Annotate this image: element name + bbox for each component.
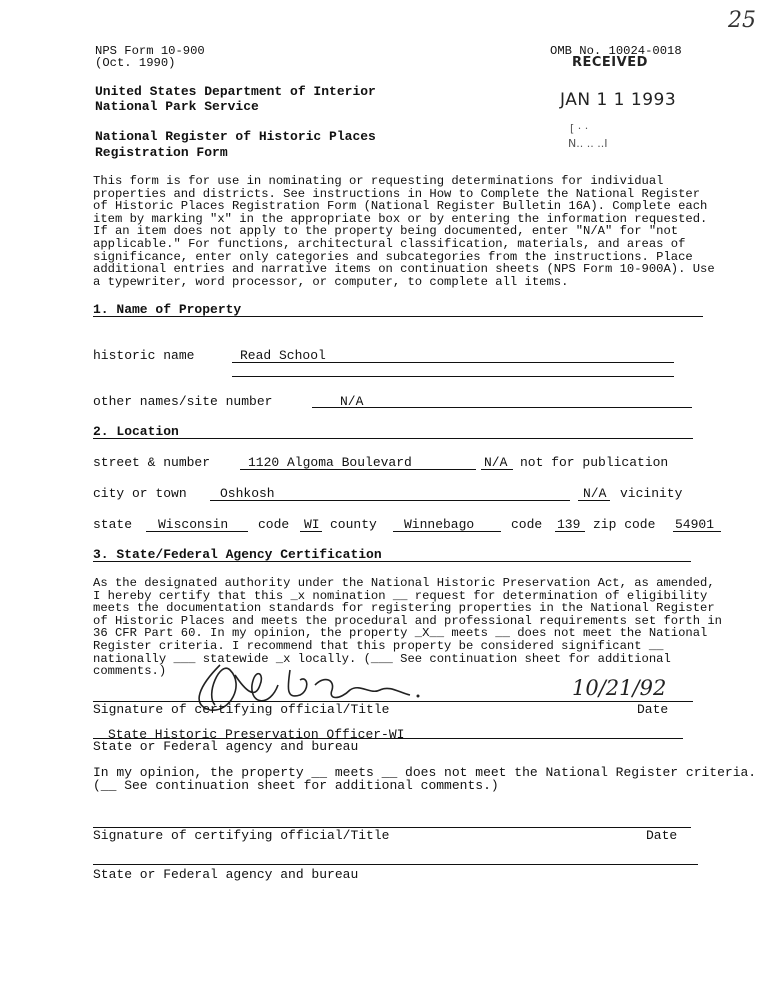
vicinity-line <box>578 500 610 501</box>
county-code-value[interactable]: 139 <box>557 517 581 532</box>
stamp-smudge: [ · · <box>570 122 589 135</box>
not-for-publication-value[interactable]: N/A <box>484 455 508 470</box>
street-label: street & number <box>93 455 211 470</box>
county-line <box>393 531 501 532</box>
page-number-mark: 25 <box>728 8 756 33</box>
instructions-line: additional entries and narrative items on continuation sheets (NPS Form 10-900A). Use <box>93 262 715 277</box>
vicinity-value[interactable]: N/A <box>583 486 607 501</box>
service-title: National Park Service <box>95 99 259 114</box>
instructions-paragraph <box>93 175 733 288</box>
historic-name-line-2 <box>232 376 674 377</box>
street-line <box>240 469 476 470</box>
certification-line: nationally ___ statewide _x locally. (___ See continuation sheet for additional <box>93 651 671 666</box>
city-label: city or town <box>93 486 187 501</box>
certification-line: comments.) <box>93 664 167 679</box>
certification-line: As the designated authority under the National Historic Preservation Act, as amended, <box>93 576 715 590</box>
zip-code-value[interactable]: 54901 <box>675 517 715 532</box>
section-1-heading: 1. Name of Property <box>93 302 242 317</box>
certification-line: I hereby certify that this _x nomination __ request for determination of eligibility <box>93 588 708 603</box>
county-label: county <box>330 517 377 532</box>
section-2-rule <box>93 438 693 439</box>
city-line <box>210 500 570 501</box>
city-value[interactable]: Oshkosh <box>220 486 275 501</box>
agency-2-label: State or Federal agency and bureau <box>93 867 359 882</box>
county-value[interactable]: Winnebago <box>404 517 475 532</box>
signature-label: Signature of certifying official/Title <box>93 702 390 717</box>
state-label: state <box>93 517 133 532</box>
other-names-value[interactable]: N/A <box>340 394 364 409</box>
instructions-line: applicable." For functions, architectural classification, materials, and areas of <box>93 236 686 251</box>
stamp-smudge-2: N.. .. ..I <box>568 137 608 150</box>
received-date-stamp: JAN 1 1 1993 <box>560 90 677 110</box>
omb-number: OMB No. 10024-0018 <box>550 44 682 58</box>
form-subtitle: Registration Form <box>95 145 228 160</box>
zip-code-line <box>673 531 721 532</box>
agency-value[interactable]: State Historic Preservation Officer-WI <box>108 727 405 742</box>
date-2-label: Date <box>646 828 678 843</box>
other-names-label: other names/site number <box>93 394 273 409</box>
state-code-line <box>300 531 322 532</box>
instructions-line: This form is for use in nominating or requesting determinations for individual <box>93 174 664 188</box>
opinion-line-2: (__ See continuation sheet for additional comments.) <box>93 778 499 793</box>
instructions-line: If an item does not apply to the property being documented, enter "N/A" for "not <box>93 224 679 239</box>
agency-label: State or Federal agency and bureau <box>93 739 359 754</box>
form-date: (Oct. 1990) <box>95 56 176 70</box>
agency-2-line <box>93 864 698 865</box>
department-title: United States Department of Interior <box>95 84 376 99</box>
state-value[interactable]: Wisconsin <box>158 517 229 532</box>
received-stamp: RECEIVED <box>572 55 648 70</box>
street-value[interactable]: 1120 Algoma Boulevard <box>248 455 412 470</box>
historic-name-value[interactable]: Read School <box>240 348 326 363</box>
instructions-line: significance, enter only categories and subcategories from the instructions. Place <box>93 249 693 264</box>
other-names-line <box>312 407 692 408</box>
certification-line: Register criteria. I recommend that this property be considered significant __ <box>93 638 664 653</box>
section-3-heading: 3. State/Federal Agency Certification <box>93 547 382 562</box>
certification-line: 36 CFR Part 60. In my opinion, the property _X__ meets __ does not meet the National <box>93 626 708 641</box>
signed-date: 10/21/92 <box>572 676 667 700</box>
section-1-rule <box>93 316 703 317</box>
state-line <box>146 531 248 532</box>
vicinity-label: vicinity <box>620 486 683 501</box>
not-for-publication-label: not for publication <box>520 455 669 470</box>
state-code-value[interactable]: WI <box>304 517 320 532</box>
instructions-line: item by marking "x" in the appropriate box or by entering the information requested. <box>93 211 708 226</box>
date-label: Date <box>637 702 669 717</box>
signature-2-label: Signature of certifying official/Title <box>93 828 390 843</box>
certification-line: meets the documentation standards for registering properties in the National Register <box>93 601 715 616</box>
county-code-line <box>555 531 585 532</box>
form-title: National Register of Historic Places <box>95 129 376 144</box>
certification-line: of Historic Places and meets the procedural and professional requirements set forth in <box>93 613 722 628</box>
opinion-line-1: In my opinion, the property __ meets __ does not meet the National Register criteria. <box>93 765 757 780</box>
section-2-heading: 2. Location <box>93 424 179 439</box>
zip-code-label: zip code <box>593 517 656 532</box>
historic-name-line <box>232 362 674 363</box>
historic-name-label: historic name <box>93 348 195 363</box>
form-number: NPS Form 10-900 <box>95 44 205 58</box>
section-3-rule <box>93 561 691 562</box>
instructions-line: properties and districts. See instructions in How to Complete the National Register <box>93 186 701 201</box>
instructions-line: of Historic Places Registration Form (National Register Bulletin 16A). Complete each <box>93 199 708 214</box>
nfp-line <box>481 469 513 470</box>
county-code-label: code <box>511 517 543 532</box>
state-code-label: code <box>258 517 290 532</box>
instructions-line: a typewriter, word processor, or computer, to complete all items. <box>93 274 569 289</box>
